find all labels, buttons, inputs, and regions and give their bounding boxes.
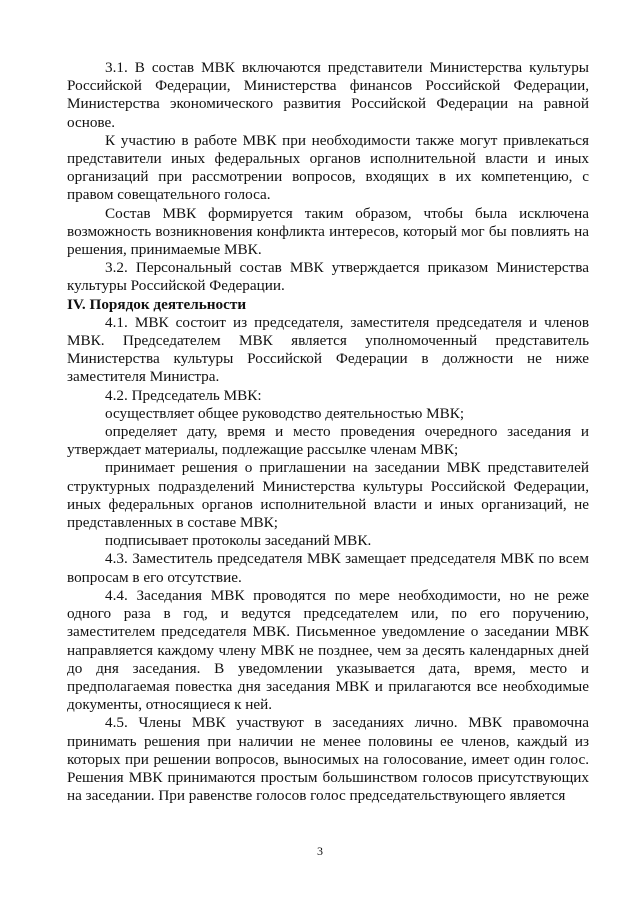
paragraph-4-1: 4.1. МВК состоит из председателя, заместителя председателя и членов МВК. Председателем МВК является уполномоченный представитель Министерства культуры Российской Федерации в должности не ниже заместителя Министра.	[67, 313, 589, 386]
paragraph-chair-duty-3: принимает решения о приглашении на заседании МВК представителей структурных подразделений Министерства культуры Российской Федерации, иных федеральных органов исполнительной власти и иных организаций, не представленных в составе МВК;	[67, 459, 589, 532]
paragraph-3-2: 3.2. Персональный состав МВК утверждается приказом Министерства культуры Российской Федерации.	[67, 259, 589, 295]
paragraph-chair-duty-2: определяет дату, время и место проведения очередного заседания и утверждает материалы, подлежащие рассылке членам МВК;	[67, 423, 589, 459]
paragraph-3-1: 3.1. В состав МВК включаются представители Министерства культуры Российской Федерации, Министерства финансов Российской Федерации, Министерства экономического развития Российской Федерации на равной основе.	[67, 59, 589, 131]
paragraph-4-5: 4.5. Члены МВК участвуют в заседаниях лично. МВК правомочна принимать решения при наличии не менее половины ее членов, каждый из которых при решении вопросов, выносимых на голосование, имеет один голос. Решения МВК принимаются простым большинством голосов присутствующих на заседании. При равенстве голосов голос председательствующего является	[67, 714, 589, 805]
paragraph-chair-duty-1: осуществляет общее руководство деятельностью МВК;	[105, 404, 465, 422]
page-number: 3	[317, 844, 323, 858]
paragraph-chair-duty-4: подписывает протоколы заседаний МВК.	[105, 532, 372, 550]
paragraph-4-3: 4.3. Заместитель председателя МВК замещает председателя МВК по всем вопросам в его отсутствие.	[67, 550, 589, 586]
document-body	[67, 59, 589, 805]
paragraph-4-4: 4.4. Заседания МВК проводятся по мере необходимости, но не реже одного раза в год, и ведутся председателем или, по его поручению, заместителем председателя МВК. Письменное уведомление о заседании МВК направляется каждому члену МВК не позднее, чем за десять календарных дней до дня заседания. В уведомлении указывается дата, время, место и предполагаемая повестка дня заседания МВК и прилагаются все необходимые документы, относящиеся к ней.	[67, 586, 589, 714]
paragraph-participation: К участию в работе МВК при необходимости также могут привлекаться представители иных федеральных органов исполнительной власти и иных организаций при рассмотрении вопросов, входящих в их компетенцию, с правом совещательного голоса.	[67, 131, 589, 204]
paragraph-composition: Состав МВК формируется таким образом, чтобы была исключена возможность возникновения конфликта интересов, который мог бы повлиять на решения, принимаемые МВК.	[67, 204, 589, 259]
section-heading: IV. Порядок деятельности	[67, 295, 247, 313]
paragraph-4-2: 4.2. Председатель МВК:	[105, 386, 262, 404]
